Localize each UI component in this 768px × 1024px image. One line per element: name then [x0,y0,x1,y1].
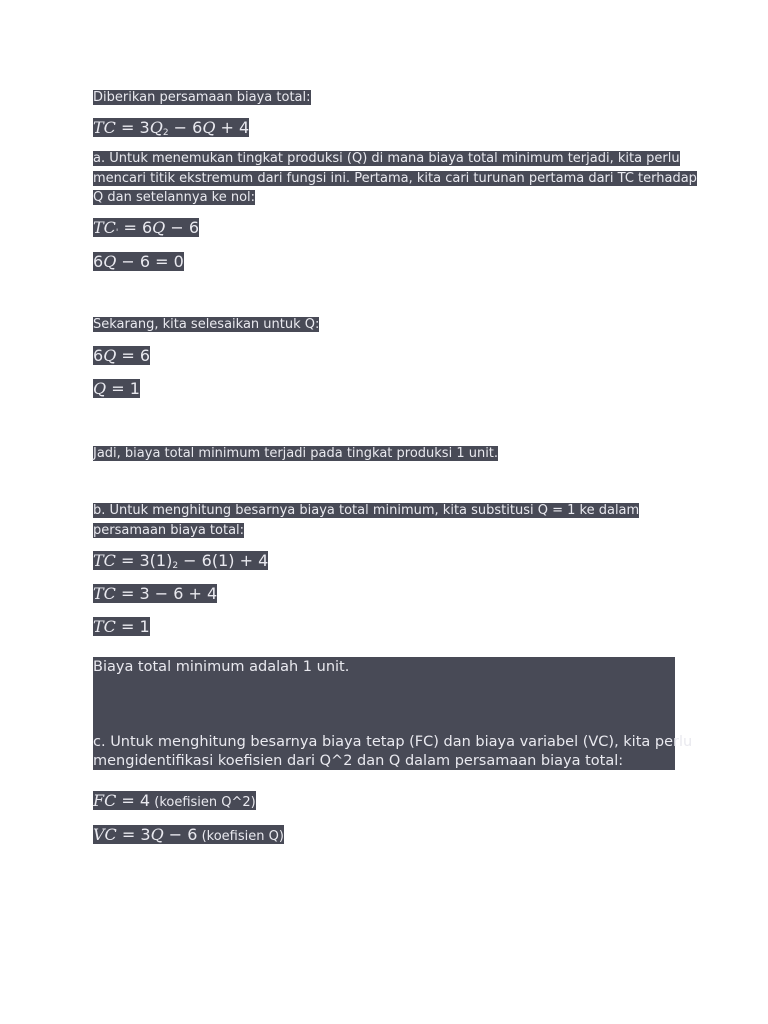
equation-result: TC = 1 [93,617,150,636]
equation-6q-6: 6Q = 6 [93,346,151,365]
equation-total-cost: TC = $3Q^2 - 6Q + 4$ [93,118,250,138]
part-a-conclusion: Jadi, biaya total minimum terjadi pada tingkat produksi 1 unit. [93,446,499,461]
highlighted-block [93,657,693,770]
equation-simplify: TC = 3 − 6 + 4 [93,584,218,603]
part-a-paragraph: a. Untuk menemukan tingkat produksi (Q) di mana biaya total minimum terjadi, kita perlu mencari titik ekstremum dari fungsi ini. Pertama, kita cari turunan pertama dari TC terhadap Q dan setelannya ke nol: [93,151,697,205]
equation-derivative: TC' = 6Q − 6 [93,218,200,238]
part-b-paragraph: b. Untuk menghitung besarnya biaya total minimum, kita substitusi Q = 1 ke dalam persamaan biaya total: [93,503,640,538]
intro-text: Diberikan persamaan biaya total: [93,90,311,105]
part-c-line-2: mengidentifikasi koefisien dari Q^2 dan Q dalam persamaan biaya total: [93,753,624,769]
equation-variable-cost: VC = 3Q − 6 (koefisien Q) [93,825,284,844]
solve-text: Sekarang, kita selesaikan untuk Q: [93,317,320,332]
equation-set-zero: 6Q − 6 = 0 [93,252,184,271]
minimum-cost-result: Biaya total minimum adalah 1 unit. [93,659,350,675]
part-c-line-1: c. Untuk menghitung besarnya biaya tetap (FC) dan biaya variabel (VC), kita perlu [93,734,693,750]
equation-fixed-cost: FC = 4 (koefisien Q^2) [93,791,256,810]
equation-substitution: TC = $3(1)^2 - 6(1) + 4$ [93,551,269,571]
equation-q-1: Q = 1 [93,379,140,398]
